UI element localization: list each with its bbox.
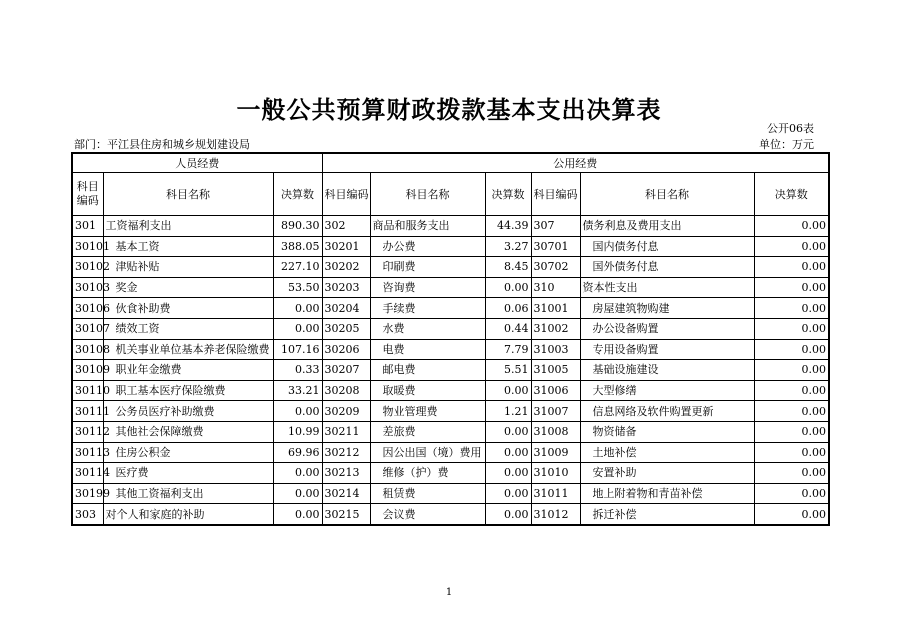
name-cell: 土地补偿 [580, 442, 754, 463]
name-cell: 基本工资 [103, 236, 273, 257]
table-row [72, 339, 829, 360]
amount-cell: 1.21 [485, 401, 531, 422]
name-cell: 绩效工资 [103, 318, 273, 339]
name-cell: 奖金 [103, 277, 273, 298]
code-cell: 31010 [531, 463, 580, 484]
code-cell: 30108 [72, 339, 103, 360]
name-cell: 差旅费 [370, 421, 485, 442]
code-cell: 302 [322, 216, 370, 237]
name-cell: 医疗费 [103, 463, 273, 484]
public-header: 公用经费 [322, 153, 829, 173]
amount-cell: 0.00 [754, 380, 829, 401]
code-cell: 30208 [322, 380, 370, 401]
amount-cell: 0.00 [485, 277, 531, 298]
code-cell: 30112 [72, 421, 103, 442]
code-cell: 301 [72, 216, 103, 237]
name-cell: 办公设备购置 [580, 318, 754, 339]
code-cell: 30213 [322, 463, 370, 484]
code-cell: 30111 [72, 401, 103, 422]
name-header: 科目名称 [370, 173, 485, 216]
name-cell: 国外债务付息 [580, 257, 754, 278]
amount-header: 决算数 [485, 173, 531, 216]
name-cell: 债务利息及费用支出 [580, 216, 754, 237]
name-cell: 取暖费 [370, 380, 485, 401]
name-cell: 电费 [370, 339, 485, 360]
amount-cell: 5.51 [485, 360, 531, 381]
amount-cell: 0.06 [485, 298, 531, 319]
name-cell: 商品和服务支出 [370, 216, 485, 237]
amount-cell: 0.00 [273, 318, 322, 339]
name-cell: 手续费 [370, 298, 485, 319]
amount-cell: 0.00 [273, 401, 322, 422]
code-cell: 30106 [72, 298, 103, 319]
amount-cell: 0.00 [485, 504, 531, 525]
code-cell: 30212 [322, 442, 370, 463]
amount-cell: 0.00 [273, 298, 322, 319]
name-cell: 其他工资福利支出 [103, 483, 273, 504]
amount-cell: 7.79 [485, 339, 531, 360]
name-cell: 房屋建筑物购建 [580, 298, 754, 319]
personnel-header: 人员经费 [72, 153, 322, 173]
code-header: 科目编码 [72, 173, 103, 216]
amount-cell: 0.33 [273, 360, 322, 381]
name-cell: 职工基本医疗保险缴费 [103, 380, 273, 401]
amount-header: 决算数 [754, 173, 829, 216]
table-row [72, 318, 829, 339]
table-row [72, 463, 829, 484]
name-cell: 水费 [370, 318, 485, 339]
code-cell: 31001 [531, 298, 580, 319]
code-cell: 31008 [531, 421, 580, 442]
name-cell: 职业年金缴费 [103, 360, 273, 381]
table-row [72, 401, 829, 422]
table-row [72, 216, 829, 237]
amount-cell: 10.99 [273, 421, 322, 442]
department-label: 部门：平江县住房和城乡规划建设局 [74, 138, 250, 151]
name-cell: 拆迁补偿 [580, 504, 754, 525]
name-cell: 因公出国（境）费用 [370, 442, 485, 463]
name-cell: 机关事业单位基本养老保险缴费 [103, 339, 273, 360]
code-cell: 30102 [72, 257, 103, 278]
name-cell: 印刷费 [370, 257, 485, 278]
code-cell: 30202 [322, 257, 370, 278]
table-row [72, 380, 829, 401]
amount-cell: 8.45 [485, 257, 531, 278]
header-row-columns [72, 173, 829, 216]
code-cell: 310 [531, 277, 580, 298]
amount-cell: 0.00 [485, 380, 531, 401]
code-cell: 31012 [531, 504, 580, 525]
amount-cell: 0.00 [273, 504, 322, 525]
page-number: 1 [445, 587, 453, 598]
amount-cell: 0.00 [485, 421, 531, 442]
amount-cell: 107.16 [273, 339, 322, 360]
name-cell: 专用设备购置 [580, 339, 754, 360]
code-cell: 30701 [531, 236, 580, 257]
amount-cell: 0.00 [754, 504, 829, 525]
code-cell: 31006 [531, 380, 580, 401]
table-row [72, 483, 829, 504]
code-cell: 30205 [322, 318, 370, 339]
page-title: 一般公共预算财政拨款基本支出决算表 [236, 95, 662, 124]
name-cell: 安置补助 [580, 463, 754, 484]
code-cell: 31011 [531, 483, 580, 504]
amount-cell: 0.00 [754, 442, 829, 463]
name-cell: 大型修缮 [580, 380, 754, 401]
amount-cell: 890.30 [273, 216, 322, 237]
unit-label: 单位：万元 [759, 138, 814, 151]
amount-cell: 0.00 [754, 236, 829, 257]
amount-cell: 0.00 [754, 318, 829, 339]
name-cell: 会议费 [370, 504, 485, 525]
amount-cell: 0.00 [754, 339, 829, 360]
name-cell: 咨询费 [370, 277, 485, 298]
name-cell: 伙食补助费 [103, 298, 273, 319]
amount-cell: 0.00 [754, 463, 829, 484]
amount-header: 决算数 [273, 173, 322, 216]
code-cell: 31003 [531, 339, 580, 360]
code-cell: 30109 [72, 360, 103, 381]
name-cell: 对个人和家庭的补助 [103, 504, 273, 525]
code-cell: 31002 [531, 318, 580, 339]
table-row [72, 257, 829, 278]
expenditure-table [71, 152, 830, 526]
code-cell: 31007 [531, 401, 580, 422]
table-row [72, 442, 829, 463]
code-cell: 31009 [531, 442, 580, 463]
code-cell: 30215 [322, 504, 370, 525]
name-cell: 津贴补贴 [103, 257, 273, 278]
amount-cell: 0.00 [273, 483, 322, 504]
name-cell: 其他社会保障缴费 [103, 421, 273, 442]
name-header: 科目名称 [580, 173, 754, 216]
name-cell: 基础设施建设 [580, 360, 754, 381]
amount-cell: 0.00 [754, 360, 829, 381]
code-cell: 30206 [322, 339, 370, 360]
name-cell: 维修（护）费 [370, 463, 485, 484]
code-cell: 30702 [531, 257, 580, 278]
code-cell: 30199 [72, 483, 103, 504]
amount-cell: 0.00 [273, 463, 322, 484]
name-cell: 物业管理费 [370, 401, 485, 422]
code-cell: 30103 [72, 277, 103, 298]
code-cell: 30209 [322, 401, 370, 422]
code-cell: 30204 [322, 298, 370, 319]
code-cell: 30101 [72, 236, 103, 257]
header-row-groups [72, 153, 829, 173]
name-cell: 物资储备 [580, 421, 754, 442]
code-cell: 30114 [72, 463, 103, 484]
amount-cell: 0.00 [485, 463, 531, 484]
table-row [72, 421, 829, 442]
name-cell: 地上附着物和青苗补偿 [580, 483, 754, 504]
code-cell: 30110 [72, 380, 103, 401]
amount-cell: 0.00 [754, 401, 829, 422]
table-row [72, 236, 829, 257]
amount-cell: 53.50 [273, 277, 322, 298]
code-cell: 30214 [322, 483, 370, 504]
name-cell: 公务员医疗补助缴费 [103, 401, 273, 422]
amount-cell: 69.96 [273, 442, 322, 463]
amount-cell: 227.10 [273, 257, 322, 278]
name-header: 科目名称 [103, 173, 273, 216]
amount-cell: 0.00 [485, 483, 531, 504]
amount-cell: 0.00 [754, 216, 829, 237]
code-cell: 31005 [531, 360, 580, 381]
amount-cell: 0.00 [754, 421, 829, 442]
amount-cell: 0.44 [485, 318, 531, 339]
code-header: 科目编码 [531, 173, 580, 216]
table-row [72, 360, 829, 381]
amount-cell: 44.39 [485, 216, 531, 237]
table-row [72, 298, 829, 319]
code-cell: 30203 [322, 277, 370, 298]
code-cell: 30211 [322, 421, 370, 442]
name-cell: 信息网络及软件购置更新 [580, 401, 754, 422]
table-row [72, 504, 829, 525]
code-cell: 30201 [322, 236, 370, 257]
name-cell: 资本性支出 [580, 277, 754, 298]
code-header: 科目编码 [322, 173, 370, 216]
amount-cell: 388.05 [273, 236, 322, 257]
amount-cell: 0.00 [485, 442, 531, 463]
name-cell: 住房公积金 [103, 442, 273, 463]
amount-cell: 33.21 [273, 380, 322, 401]
name-cell: 办公费 [370, 236, 485, 257]
code-cell: 30107 [72, 318, 103, 339]
amount-cell: 0.00 [754, 298, 829, 319]
code-cell: 307 [531, 216, 580, 237]
form-number: 公开06表 [767, 122, 814, 135]
name-cell: 工资福利支出 [103, 216, 273, 237]
code-cell: 30113 [72, 442, 103, 463]
amount-cell: 3.27 [485, 236, 531, 257]
name-cell: 邮电费 [370, 360, 485, 381]
table-row [72, 277, 829, 298]
name-cell: 国内债务付息 [580, 236, 754, 257]
amount-cell: 0.00 [754, 483, 829, 504]
code-cell: 30207 [322, 360, 370, 381]
amount-cell: 0.00 [754, 257, 829, 278]
code-cell: 303 [72, 504, 103, 525]
amount-cell: 0.00 [754, 277, 829, 298]
name-cell: 租赁费 [370, 483, 485, 504]
